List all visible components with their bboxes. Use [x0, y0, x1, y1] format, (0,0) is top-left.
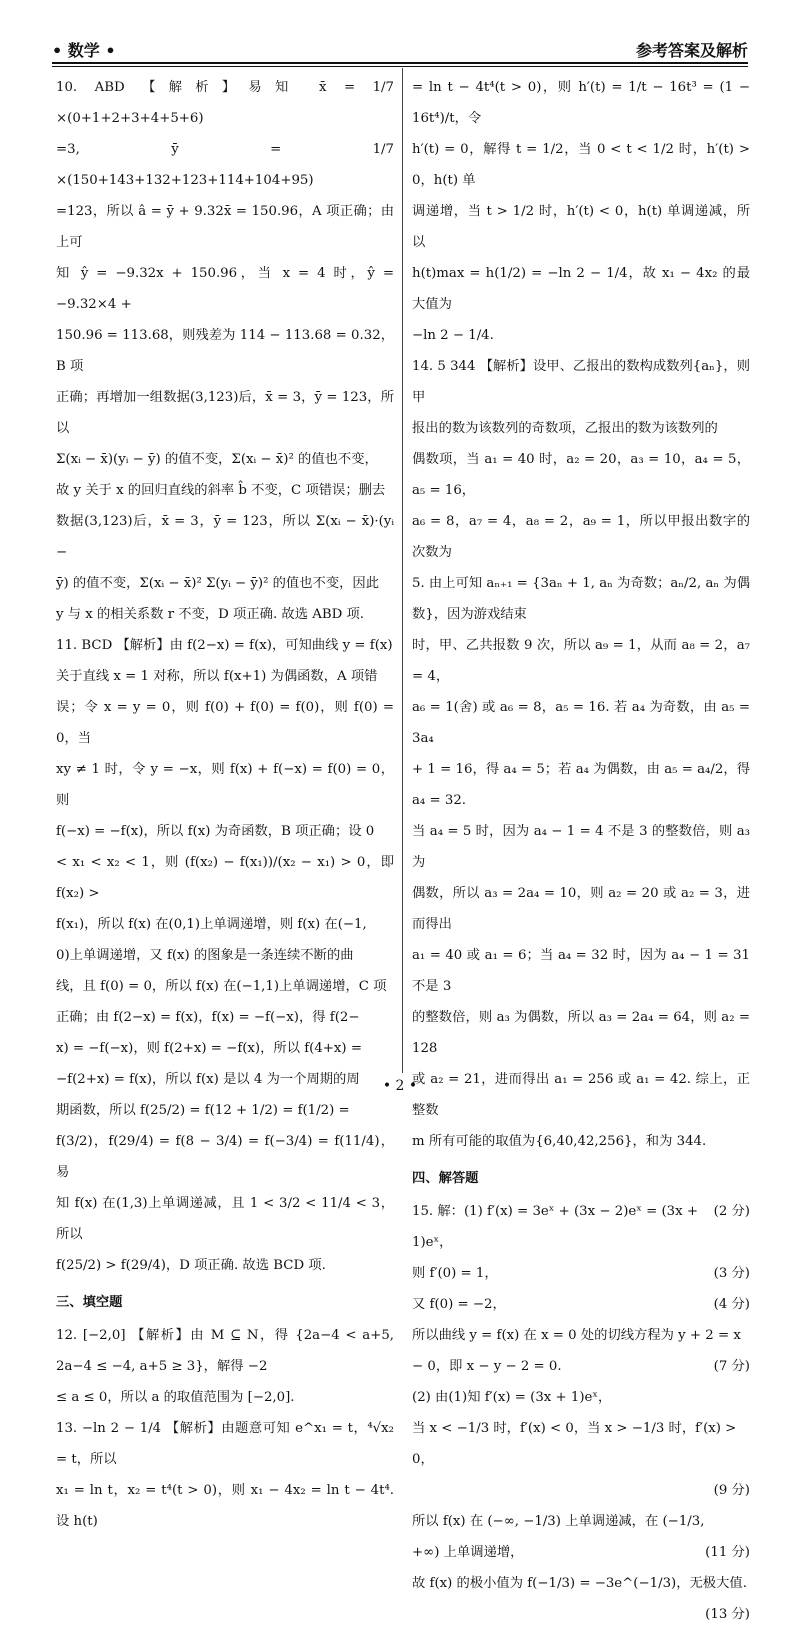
page-header [52, 28, 748, 62]
right-column-answers-13-14 [412, 72, 750, 1157]
solution-step-text: 15. 解：(1) f′(x) = 3eˣ + (3x − 2)eˣ = (3x + 1)eˣ， [412, 1204, 698, 1250]
column-divider [402, 68, 403, 1073]
text-line: a₆ = 1(舍) 或 a₆ = 8，a₅ = 16. 若 a₄ 为奇数，由 a₅ = 3a₄ [412, 700, 750, 746]
text-line: 知 ŷ = −9.32x + 150.96，当 x = 4 时，ŷ = −9.32×4 + [56, 266, 394, 312]
text-line: 10. ABD 【解析】易知 x̄ = 1/7 ×(0+1+2+3+4+5+6) [56, 80, 394, 126]
text-line: 14. 5 344 【解析】设甲、乙报出的数构成数列{aₙ}，则甲 [412, 359, 750, 405]
text-line: 11. BCD 【解析】由 f(2−x) = f(x)，可知曲线 y = f(x) [56, 638, 393, 653]
text-line: x₁ = ln t，x₂ = t⁴(t > 0)，则 x₁ − 4x₂ = ln t − 4t⁴. 设 h(t) [56, 1483, 394, 1529]
solution-step-text: +∞) 上单调递增， [412, 1545, 524, 1560]
page-number: • 2 • [382, 1078, 418, 1094]
text-line: 5. 由上可知 aₙ₊₁ = {3aₙ + 1, aₙ 为奇数；aₙ/2, aₙ 为偶数}，因为游戏结束 [412, 576, 750, 622]
solution-step-text: 又 f(0) = −2， [412, 1297, 506, 1312]
solution-step-text: 所以曲线 y = f(x) 在 x = 0 处的切线方程为 y + 2 = x [412, 1328, 741, 1343]
text-line: 偶数项，当 a₁ = 40 时，a₂ = 20，a₃ = 10，a₄ = 5，a₅ = 16， [412, 452, 750, 498]
text-line: f(25/2) > f(29/4)，D 项正确. 故选 BCD 项. [56, 1258, 326, 1273]
text-line: 调递增，当 t > 1/2 时，h′(t) < 0，h(t) 单调递减，所以 [412, 204, 750, 250]
section-fill-in: 三、填空题 [56, 1295, 123, 1310]
text-line: x) = −f(−x)，则 f(2+x) = −f(x)，所以 f(4+x) = [56, 1041, 362, 1056]
text-line: 报出的数为该数列的奇数项，乙报出的数为该数列的 [412, 421, 718, 436]
header-title: 参考答案及解析 [635, 41, 748, 60]
header-subject: • 数学 • [52, 41, 116, 60]
text-line: =3, ȳ = 1/7 ×(150+143+132+123+114+104+95) [56, 142, 394, 188]
solution-step [412, 1320, 750, 1351]
text-line: =123，所以 â = ȳ + 9.32x̄ = 150.96，A 项正确；由上可 [56, 204, 394, 250]
text-line: = ln t − 4t⁴(t > 0)，则 h′(t) = 1/t − 16t³ = (1 − 16t⁴)/t，令 [412, 80, 750, 126]
text-line: f(−x) = −f(x)，所以 f(x) 为奇函数，B 项正确；设 0 [56, 824, 375, 839]
text-line: 当 a₄ = 5 时，因为 a₄ − 1 = 4 不是 3 的整数倍，则 a₃ 为 [412, 824, 750, 870]
section-solutions: 四、解答题 [412, 1171, 479, 1186]
text-line: < x₁ < x₂ < 1，则 (f(x₂) − f(x₁))/(x₂ − x₁) > 0，即 f(x₂) > [56, 855, 394, 901]
solution-step [412, 1506, 750, 1537]
solution-step-score: (4 分) [713, 1297, 750, 1312]
question-15-solution [412, 1196, 750, 1630]
text-line: ≤ a ≤ 0，所以 a 的取值范围为 [−2,0]. [56, 1390, 295, 1405]
solution-step [412, 1258, 750, 1289]
solution-step-score: (3 分) [713, 1266, 750, 1281]
solution-step-text: − 0，即 x − y − 2 = 0. [412, 1359, 562, 1374]
text-line: + 1 = 16，得 a₄ = 5；若 a₄ 为偶数，由 a₅ = a₄/2，得 a₄ = 32. [412, 762, 750, 808]
solution-step-text: (2) 由(1)知 f′(x) = (3x + 1)eˣ， [412, 1390, 612, 1405]
solution-step [412, 1289, 750, 1320]
solution-step [412, 1196, 750, 1258]
text-line: 数据(3,123)后，x̄ = 3，ȳ = 123，所以 Σ(xᵢ − x̄)·(yᵢ − [56, 514, 394, 560]
header-rule [52, 62, 748, 64]
solution-step [412, 1382, 750, 1413]
text-line: 关于直线 x = 1 对称，所以 f(x+1) 为偶函数，A 项错 [56, 669, 378, 684]
text-line: −ln 2 − 1/4. [412, 328, 494, 343]
text-line: a₆ = 8，a₇ = 4，a₈ = 2，a₉ = 1，所以甲报出数字的次数为 [412, 514, 750, 560]
text-line: 正确；再增加一组数据(3,123)后，x̄ = 3，ȳ = 123，所以 [56, 390, 394, 436]
text-line: 线，且 f(0) = 0，所以 f(x) 在(−1,1)上单调递增，C 项 [56, 979, 387, 994]
text-line: 13. −ln 2 − 1/4 【解析】由题意可知 e^x₁ = t，⁴√x₂ = t，所以 [56, 1421, 394, 1467]
left-column-answers-10-11 [56, 72, 394, 1281]
text-line: 故 y 关于 x 的回归直线的斜率 b̂ 不变，C 项错误；删去 [56, 483, 386, 498]
solution-step [412, 1568, 750, 1599]
solution-step-score: (9 分) [713, 1483, 750, 1498]
solution-step [412, 1351, 750, 1382]
solution-step-score: (11 分) [705, 1545, 750, 1560]
text-line: m 所有可能的取值为{6,40,42,256}，和为 344. [412, 1134, 707, 1149]
text-line: 0)上单调递增，又 f(x) 的图象是一条连续不断的曲 [56, 948, 354, 963]
solution-step-text: 故 f(x) 的极小值为 f(−1/3) = −3e^(−1/3)，无极大值. [412, 1576, 747, 1591]
text-line: h′(t) = 0，解得 t = 1/2，当 0 < t < 1/2 时，h′(t) > 0，h(t) 单 [412, 142, 750, 188]
solution-step [412, 1475, 750, 1506]
solution-step-text: 当 x < −1/3 时，f′(x) < 0，当 x > −1/3 时，f′(x) > 0， [412, 1421, 737, 1467]
text-line: Σ(xᵢ − x̄)(yᵢ − ȳ) 的值不变，Σ(xᵢ − x̄)² 的值也不变， [56, 452, 378, 467]
left-column [56, 72, 394, 1537]
text-line: 时，甲、乙共报数 9 次，所以 a₉ = 1，从而 a₈ = 2，a₇ = 4， [412, 638, 750, 684]
text-line: 的整数倍，则 a₃ 为偶数，所以 a₃ = 2a₄ = 64，则 a₂ = 128 [412, 1010, 750, 1056]
text-line: 期函数，所以 f(25/2) = f(12 + 1/2) = f(1/2) = [56, 1103, 350, 1118]
text-line: 误；令 x = y = 0，则 f(0) + f(0) = f(0)，则 f(0) = 0，当 [56, 700, 394, 746]
solution-step [412, 1599, 750, 1630]
header-rule-thin [52, 66, 748, 67]
text-line: 知 f(x) 在(1,3)上单调递减，且 1 < 3/2 < 11/4 < 3，所以 [56, 1196, 394, 1242]
solution-step-score: (13 分) [705, 1607, 750, 1622]
text-line: f(x₁)，所以 f(x) 在(0,1)上单调递增，则 f(x) 在(−1, [56, 917, 367, 932]
solution-step-text: 则 f′(0) = 1， [412, 1266, 498, 1281]
text-line: 12. [−2,0] 【解析】由 M ⊆ N，得 {2a−4 < a+5, 2a−4 ≤ −4, a+5 ≥ 3}，解得 −2 [56, 1328, 394, 1374]
solution-step [412, 1537, 750, 1568]
left-column-answers-12-13 [56, 1320, 394, 1537]
text-line: h(t)max = h(1/2) = −ln 2 − 1/4，故 x₁ − 4x₂ 的最大值为 [412, 266, 750, 312]
text-line: 偶数，所以 a₃ = 2a₄ = 10，则 a₂ = 20 或 a₂ = 3，进而得出 [412, 886, 750, 932]
text-line: 150.96 = 113.68，则残差为 114 − 113.68 = 0.32，B 项 [56, 328, 394, 374]
text-line: y 与 x 的相关系数 r 不变，D 项正确. 故选 ABD 项. [56, 607, 365, 622]
text-line: f(3/2)，f(29/4) = f(8 − 3/4) = f(−3/4) = f(11/4)，易 [56, 1134, 394, 1180]
text-line: 正确；由 f(2−x) = f(x)，f(x) = −f(−x)，得 f(2− [56, 1010, 360, 1025]
right-column [412, 72, 750, 1630]
solution-step-score: (7 分) [713, 1359, 750, 1374]
text-line: ȳ) 的值不变，Σ(xᵢ − x̄)² Σ(yᵢ − ȳ)² 的值也不变，因此 [56, 576, 380, 591]
text-line: −f(2+x) = f(x)，所以 f(x) 是以 4 为一个周期的周 [56, 1072, 360, 1087]
solution-step-score: (2 分) [713, 1204, 750, 1219]
text-line: xy ≠ 1 时，令 y = −x，则 f(x) + f(−x) = f(0) = 0，则 [56, 762, 394, 808]
solution-step-text: 所以 f(x) 在 (−∞, −1/3) 上单调递减，在 (−1/3, [412, 1514, 705, 1529]
text-line: 或 a₂ = 21，进而得出 a₁ = 256 或 a₁ = 42. 综上，正整数 [412, 1072, 750, 1118]
text-line: a₁ = 40 或 a₁ = 6；当 a₄ = 32 时，因为 a₄ − 1 = 31 不是 3 [412, 948, 750, 994]
solution-step [412, 1413, 750, 1475]
